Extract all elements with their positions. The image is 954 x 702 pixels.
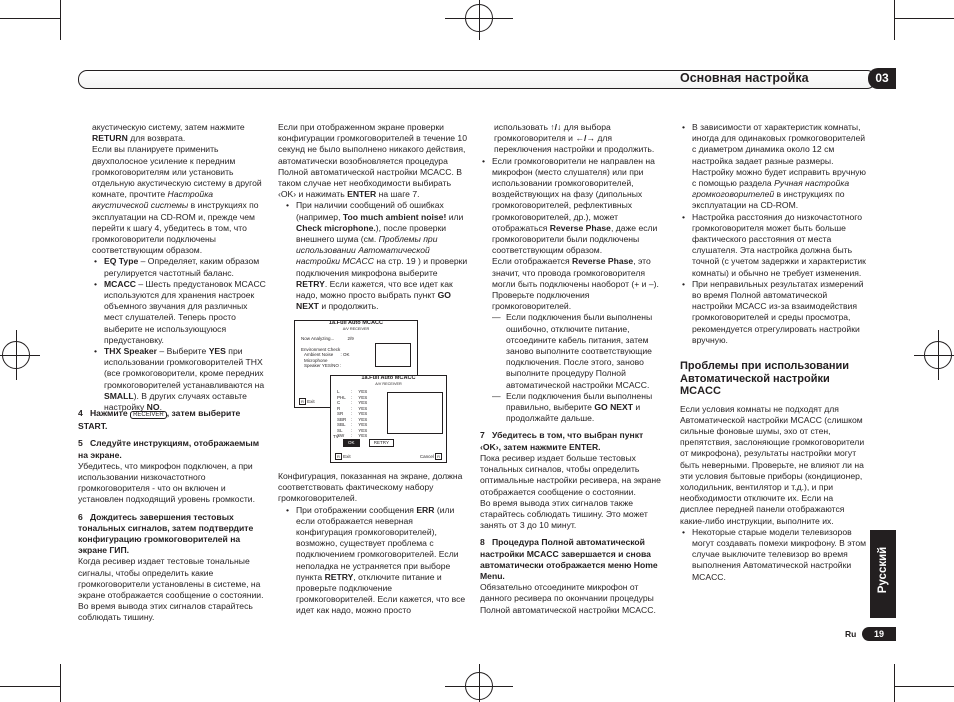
- speaker-layout-icon: [387, 392, 443, 434]
- registration-mark: [445, 18, 513, 19]
- speaker-row[interactable]: SBR : YES: [337, 416, 368, 422]
- crop-mark: [60, 664, 61, 702]
- speaker-row[interactable]: SW : YES: [337, 433, 368, 438]
- list-item: • Некоторые старые модели телевизоров могут создавать помехи микрофону. В этом случае выключите телевизор во время выполнения Автоматической настройки MCACC.: [680, 527, 868, 583]
- registration-mark: [16, 330, 17, 380]
- registration-mark: [479, 664, 480, 702]
- column-1: акустическую систему, затем нажмите RETURN для возврата. Если вы планируете применить двухполосное усиление к передним громкоговорителям или установить отдельную акустическую систему в другой комнате, прочтите Настройка акустической системы в инструкциях по эксплуатации на CD-ROM и, прежде чем перейти к шагу 4, убедитесь в том, что громкоговорители подключены соответствующим образом. • EQ Type – Определяет, каким образом регулируется частотный баланс. • MCACC – Шесть предустановок MCACC используются для хранения настроек объемного звучания для различных мест слушателей. Теперь просто выберите не использующуюся предустановку. • THX Speaker – Выберите YES при использовании громкоговорителей THX (все громкоговорители, кроме передних громкоговорителей устанавливаются на SMALL). В других случаях оставьте настройку NO.: [92, 122, 267, 413]
- list-item: • При неправильных результатах измерений во время Полной автоматической настройки MCACC из-за взаимодействия громкоговорителей и среды просмотра, рекомендуется отрегулировать настройки вручную.: [680, 279, 868, 346]
- crop-mark: [0, 18, 60, 19]
- registration-mark: [445, 686, 513, 687]
- crop-mark: [894, 686, 954, 687]
- speaker-row[interactable]: R : YES: [337, 405, 368, 411]
- speaker-channel: SL: [337, 427, 343, 433]
- speaker-channel: C: [337, 400, 341, 405]
- speaker-channel: SW: [337, 433, 345, 438]
- list-item: • Если громкоговорители не направлен на микрофон (место слушателя) или при использовании громкоговорителей, воздействующих на фазу (дипольных громкоговорителей, рефлективных громкоговорителей, др.), может отображаться Reverse Phase, даже если громкоговорители были подключены соответствующим образом.: [480, 156, 665, 257]
- list-item: • EQ Type – Определяет, каким образом регулируется частотный баланс.: [92, 256, 267, 278]
- footer-lang: Ru: [845, 629, 857, 639]
- column-3: использовать ↑/↓ для выбора громкоговорителя и ←/→ для переключения настройки и продолжить. • Если громкоговорители не направлен на микрофон (место слушателя) или при использовании громкоговорителей, воздействующих на фазу (дипольных громкоговорителей, рефлективных громкоговорителей, др.), может отображаться Reverse Phase, даже если громкоговорители были подключены соответствующим образом. Если отображается Reverse Phase, это значит, что провода громкоговорителя могли быть подключены наоборот (+ и –). Проверьте подключения громкоговорителей. — Если подключения были выполнены ошибочно, отключите питание, отсоедините кабель питания, затем заново выполните соответствующие подключения. После этого, заново выполните процедуру Полной автоматической настройки MCACC. — Если подключения были выполнены правильно, выберите GO NEXT и продолжайте дальше. 7 Убедитесь в том, что выбран пункт ‹OK›, затем нажмите ENTER. Пока ресивер издает больше тестовых тональных сигналов, чтобы определить оптимальные настройки ресивера, на экране отображается сообщение о состоянии. Во время вывода этих сигналов также старайтесь соблюдать тишину. Это может занять от 3 до 10 минут. 8 Процедура Полной автоматической настройки MCACC завершается и снова автоматически отображается меню Home Menu. Обязательно отсоедините микрофон от данного ресивера по окончании процедуры Полной автоматической настройки MCACC.: [480, 122, 665, 616]
- speaker-channel: L: [337, 389, 340, 394]
- speaker-value: YES: [358, 411, 368, 416]
- speaker-value: YES: [358, 433, 368, 438]
- column-2: Если при отображенном экране проверки конфигурации громкоговорителей в течение 10 секунд не было выполнено никакого действия, автоматически возобновляется процедура Полной автоматической настройки MCACC. В таком случае нет необходимости выбирать ‹OK› и нажимать ENTER на шаге 7. • При наличии сообщений об ошибках (например, Too much ambient noise! или Check microphone.), после проверки внешнего шума (см. Проблемы при использовании Автоматической настройки MCACC на стр. 19 ) и проверки подключения микрофона выберите RETRY. Если кажется, что все идет как надо, можно просто выбрать пункт GO NEXT и продолжить.: [278, 122, 468, 312]
- list-item: • THX Speaker – Выберите YES при использовании громкоговорителей THX (все громкоговорители, кроме передних громкоговорителей устанавливаются на SMALL). В других случаях оставьте настройку NO.: [92, 346, 267, 413]
- speaker-row[interactable]: PHL : YES: [337, 394, 368, 400]
- crop-mark: [894, 664, 895, 702]
- ok-button[interactable]: OK: [343, 439, 360, 447]
- speaker-value: YES: [358, 427, 368, 433]
- step-4: 4 Нажмите RECEIVER , затем выберите START. 5 Следуйте инструкциям, отображаемым на экране. Убедитесь, что микрофон подключен, а при использовании низкочастотного громкоговорителя - что он включен и установлен подходящий уровень громкости. 6 Дождитесь завершения тестовых тональных сигналов, затем подтвердите конфигурацию громкоговорителей на экране ГИП. Когда ресивер издает тестовые тональные сигналы, чтобы определить какие громкоговорители установлены в системе, на экране отображается сообщение о состоянии. Во время вывода этих сигналов старайтесь соблюдать тишину.: [78, 408, 264, 623]
- chapter-number: 03: [868, 68, 896, 89]
- column-4: • В зависимости от характеристик комнаты, иногда для одинаковых громкоговорителей с диаметром динамика около 12 см настройка задает разные размеры. Настройку можно будет исправить вручную с помощью раздела Ручная настройка громкоговорителей в инструкциях по эксплуатации на CD-ROM. • Настройка расстояния до низкочастотного громкоговорителя может быть больше фактического расстояния от места слушателя. Эта настройка должна быть точной (с учетом задержки и характеристик комнаты) и обычно не требует изменения. • При неправильных результатах измерений во время Полной автоматической настройки MCACC из-за взаимодействия громкоговорителей и среды просмотра, рекомендуется отрегулировать настройки вручную. Проблемы при использовании Автоматической настройки MCACC Если условия комнаты не подходят для Автоматической настройки MCACC (слишком сильные фоновые шумы, эхо от стен, препятствия, заслоняющие громкоговорители от микрофона), результаты настройки могут быть неверными. Проверьте, не влияют ли на эти условия бытовые приборы (кондиционер, холодильник, вентилятор и т.д.), и при необходимости отключите их. Если на дисплее передней панели отображаются какие-либо инструкции, выполните их. • Некоторые старые модели телевизоров могут создавать помехи микрофону. В этом случае выключите телевизор во время выполнения Автоматической настройки MCACC.: [680, 122, 868, 583]
- registration-mark: [0, 355, 40, 356]
- speaker-channel: SBR: [337, 416, 347, 422]
- tv-label: TV: [333, 434, 339, 439]
- speaker-channel: SBL: [337, 422, 346, 427]
- registration-mark: [914, 355, 954, 356]
- speaker-channel: R: [337, 405, 341, 411]
- section-heading: Проблемы при использовании Автоматической настройки MCACC: [680, 360, 849, 398]
- list-item: • Настройка расстояния до низкочастотного громкоговорителя может быть больше фактического расстояния от места слушателя. Эта настройка должна быть точной (с учетом задержки и характеристик комнаты) и обычно не требует изменения.: [680, 212, 868, 279]
- speaker-channel: SR: [337, 411, 344, 416]
- list-item: — Если подключения были выполнены правильно, выберите GO NEXT и продолжайте дальше.: [492, 391, 665, 425]
- page-number: 19: [862, 627, 896, 641]
- speaker-row[interactable]: SL : YES: [337, 427, 368, 433]
- speaker-row[interactable]: C : YES: [337, 400, 368, 405]
- speaker-value: YES: [358, 422, 368, 427]
- list-item: • При наличии сообщений об ошибках (например, Too much ambient noise! или Check microphone.), после проверки внешнего шума (см. Проблемы при использовании Автоматической настройки MCACC на стр. 19 ) и проверки подключения микрофона выберите RETRY. Если кажется, что все идет как надо, можно просто выбрать пункт GO NEXT и продолжить.: [284, 200, 468, 312]
- registration-mark: [938, 330, 939, 380]
- speaker-value: YES: [358, 389, 368, 394]
- language-tab: Русский: [870, 530, 896, 618]
- receiver-key: RECEIVER: [130, 411, 167, 419]
- retry-button[interactable]: RETRY: [369, 439, 394, 447]
- speaker-value: YES: [358, 400, 368, 405]
- speaker-channel: PHL: [337, 394, 346, 400]
- osd-screen-speaker-check: 1a.Full Auto MCACC A/V RECEIVER L : YES PHL : YES C : YES R : YES SR : YES SBR : YES SBL : YES SL : YES SW : YES TV OK RETRY R Exit Cancel R: [330, 375, 447, 463]
- crop-mark: [0, 686, 60, 687]
- speaker-row[interactable]: SBL : YES: [337, 422, 368, 427]
- column-2-bottom: Конфигурация, показанная на экране, должна соответствовать фактическому набору громкоговорителей. • При отображении сообщения ERR (или если отображается неверная конфигурация громкоговорителей), возможно, существует проблема с подключением громкоговорителей. Если неполадка не устраняется при выборе пункта RETRY, отключите питание и проверьте подключение громкоговорителей. Если кажется, что все идет как надо, можно просто: [278, 471, 468, 617]
- speaker-icon: [375, 343, 411, 367]
- list-item: • При отображении сообщения ERR (или если отображается неверная конфигурация громкоговорителей), возможно, существует проблема с подключением громкоговорителей. Если неполадка не устраняется при выборе пункта RETRY, отключите питание и проверьте подключение громкоговорителей. Если кажется, что все идет как надо, можно просто: [284, 505, 468, 617]
- osd-screen-analyzing: 1a.Full Auto MCACC A/V RECEIVER Now Analyzing... 2/9 Environment Check Ambient Noise : OK Microphone Speaker YES/NO : R Exit: [294, 320, 418, 408]
- list-item: — Если подключения были выполнены ошибочно, отключите питание, отсоедините кабель питания, затем заново выполните соответствующие подключения. После этого, заново выполните процедуру Полной автоматической настройки MCACC.: [492, 312, 665, 390]
- crop-mark: [60, 0, 61, 40]
- list-item: • MCACC – Шесть предустановок MCACC используются для хранения настроек объемного звучания для различных мест слушателей. Теперь просто выберите не использующуюся предустановку.: [92, 279, 267, 346]
- speaker-value: YES: [358, 416, 368, 422]
- speaker-value: YES: [358, 394, 368, 400]
- crop-mark: [894, 0, 895, 40]
- crop-mark: [894, 18, 954, 19]
- speaker-value: YES: [358, 405, 368, 411]
- speaker-row[interactable]: SR : YES: [337, 411, 368, 416]
- page-title: Основная настройка: [680, 71, 809, 85]
- speaker-row[interactable]: L : YES: [337, 389, 368, 394]
- list-item: • В зависимости от характеристик комнаты, иногда для одинаковых громкоговорителей с диаметром динамика около 12 см настройка задает разные размеры. Настройку можно будет исправить вручную с помощью раздела Ручная настройка громкоговорителей в инструкциях по эксплуатации на CD-ROM.: [680, 122, 868, 212]
- registration-mark: [479, 0, 480, 40]
